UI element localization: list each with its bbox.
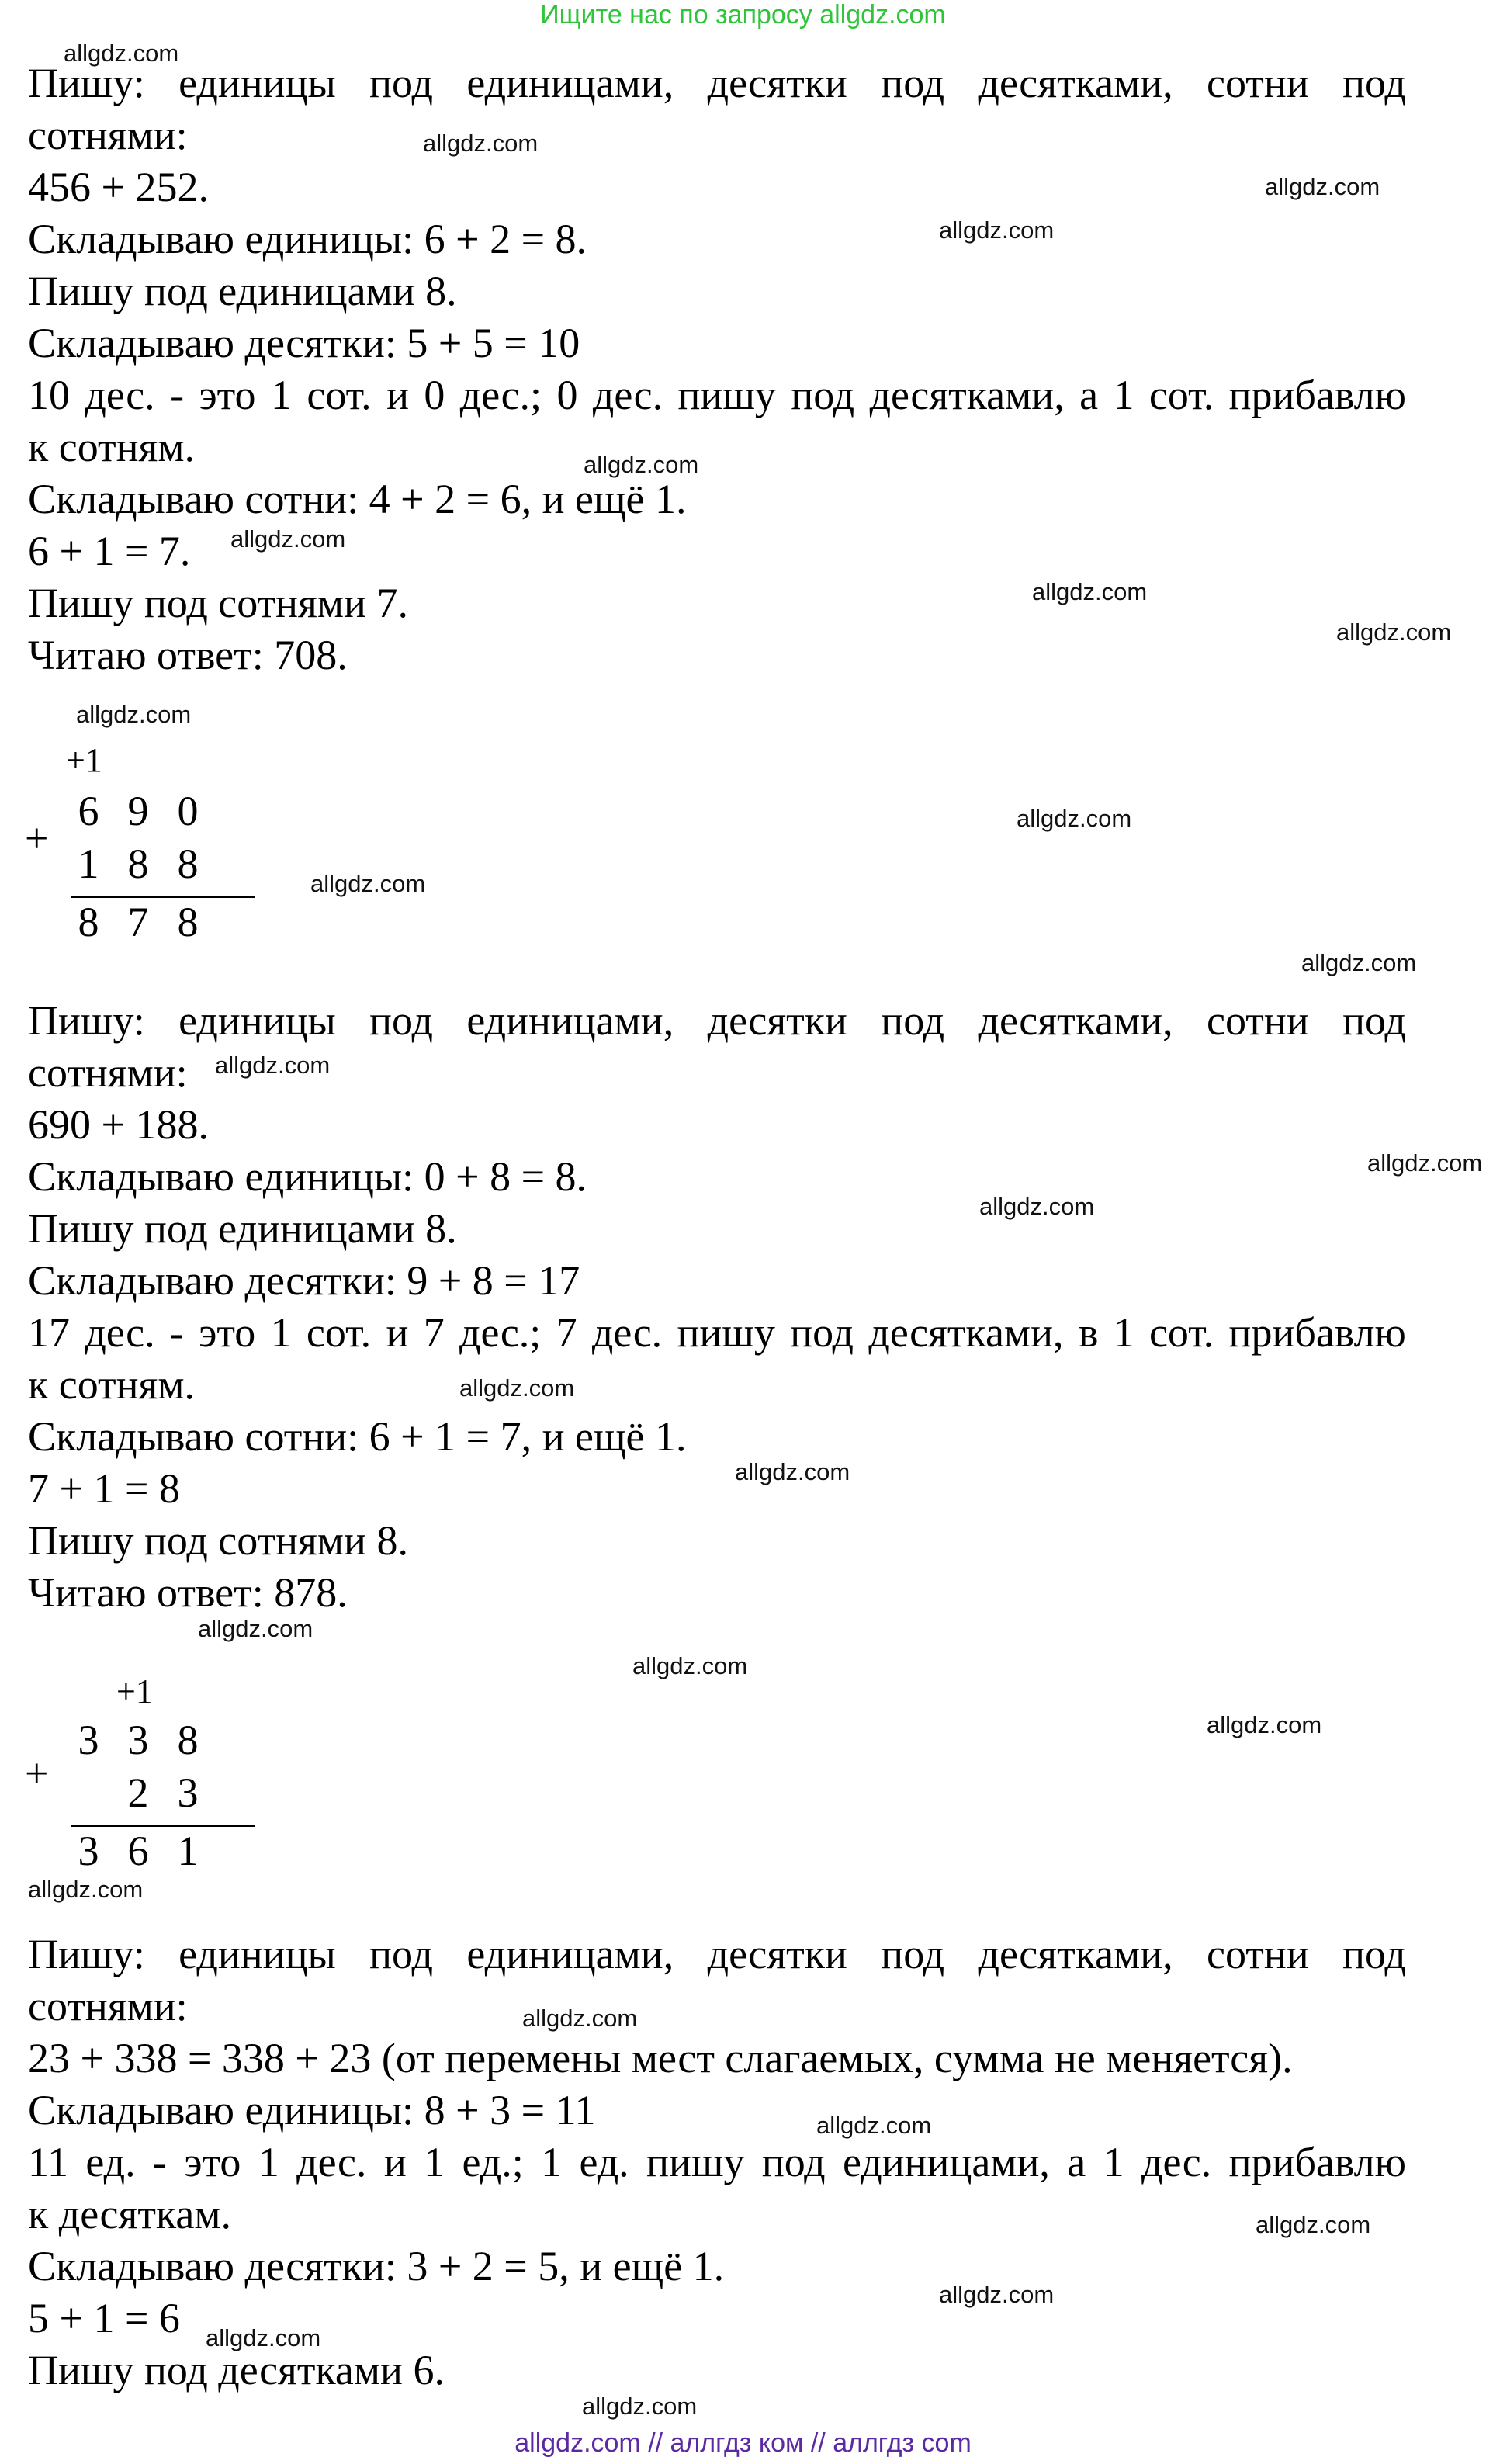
watermark: allgdz.com xyxy=(1301,949,1417,976)
word: под xyxy=(369,1931,433,1977)
word: десятками, xyxy=(978,1931,1173,1977)
wrapped-line xyxy=(28,2137,1406,2188)
word: Пишу: xyxy=(28,997,145,1044)
word: дес. xyxy=(1141,2139,1212,2185)
word: и xyxy=(383,2139,407,2185)
word: единицы xyxy=(178,997,336,1044)
intro-line xyxy=(28,1929,1406,1981)
word: Пишу: xyxy=(28,60,145,106)
text-line: Читаю ответ: 708. xyxy=(28,632,348,678)
wrapped-line xyxy=(28,369,1406,421)
word: сот. xyxy=(1148,1309,1214,1356)
digit: 6 xyxy=(127,1828,149,1874)
text-line: 5 + 1 = 6 xyxy=(28,2295,180,2341)
word: 17 xyxy=(28,1309,70,1356)
word: - xyxy=(170,372,185,418)
text-line: 6 + 1 = 7. xyxy=(28,528,191,574)
word: в xyxy=(1078,1309,1099,1356)
watermark: allgdz.com xyxy=(1367,1149,1483,1177)
word: 1 xyxy=(1113,1309,1134,1356)
watermark: allgdz.com xyxy=(582,2393,698,2420)
word: десятки xyxy=(707,1931,847,1977)
solution-block-1 xyxy=(28,57,1406,681)
word: - xyxy=(152,2139,167,2185)
watermark: allgdz.com xyxy=(939,217,1055,244)
watermark: allgdz.com xyxy=(632,1652,748,1679)
word: сотни xyxy=(1207,997,1309,1044)
word: ед. xyxy=(85,2139,136,2185)
watermark: allgdz.com xyxy=(735,1458,850,1485)
digit: 8 xyxy=(177,840,199,887)
digit: 1 xyxy=(78,840,99,887)
word: единицы xyxy=(178,60,336,106)
digit: 8 xyxy=(177,899,199,945)
watermark: allgdz.com xyxy=(310,870,426,897)
text-line: Складываю сотни: 6 + 1 = 7, и ещё 1. xyxy=(28,1413,687,1460)
watermark: allgdz.com xyxy=(584,451,699,478)
search-banner[interactable]: Ищите нас по запросу allgdz.com xyxy=(540,0,946,29)
word: десятками, xyxy=(978,997,1173,1044)
text-line: 456 + 252. xyxy=(28,164,209,210)
word: дес. xyxy=(85,1309,155,1356)
word: 7 xyxy=(423,1309,445,1356)
intro-line xyxy=(28,995,1406,1047)
word: прибавлю xyxy=(1228,372,1406,418)
text-line: Пишу под сотнями 7. xyxy=(28,580,408,626)
watermark: allgdz.com xyxy=(522,2005,638,2032)
text-line: 23 + 338 = 338 + 23 (от перемены мест слагаемых, сумма не меняется). xyxy=(28,2035,1293,2081)
word: единицами, xyxy=(466,60,674,106)
text-line: Пишу под единицами 8. xyxy=(28,268,457,314)
watermark: allgdz.com xyxy=(64,40,179,67)
text-line: Складываю единицы: 6 + 2 = 8. xyxy=(28,216,587,262)
word: пишу xyxy=(677,1309,775,1356)
text-line: Складываю сотни: 4 + 2 = 6, и ещё 1. xyxy=(28,476,687,522)
watermark: allgdz.com xyxy=(816,2112,932,2139)
word: 1 xyxy=(1113,372,1134,418)
word: под xyxy=(369,997,433,1044)
word: под xyxy=(369,60,433,106)
watermark: allgdz.com xyxy=(28,1876,144,1903)
column-addition-2 xyxy=(23,1672,256,1890)
word: это xyxy=(184,2139,241,2185)
text-line: Складываю десятки: 9 + 8 = 17 xyxy=(28,1257,580,1304)
word: Пишу: xyxy=(28,1931,145,1977)
plus-sign: + xyxy=(25,815,49,861)
word: и xyxy=(386,1309,409,1356)
word: под xyxy=(881,1931,945,1977)
text-line: сотнями: xyxy=(28,1983,188,2029)
word: дес. xyxy=(592,372,663,418)
word: под xyxy=(791,372,855,418)
text-line: 690 + 188. xyxy=(28,1101,209,1148)
column-addition-1 xyxy=(23,737,256,955)
footer-links[interactable]: allgdz.com // аллгдз ком // аллгдз com xyxy=(514,2428,972,2458)
text-line: Пишу под единицами 8. xyxy=(28,1205,457,1252)
word: под xyxy=(790,1309,854,1356)
sum-line xyxy=(71,896,255,898)
word: ед.; xyxy=(462,2139,524,2185)
digit: 0 xyxy=(177,788,199,834)
watermark: allgdz.com xyxy=(230,525,346,553)
text-line: Складываю единицы: 0 + 8 = 8. xyxy=(28,1153,587,1200)
text-line: сотнями: xyxy=(28,112,188,158)
word: - xyxy=(169,1309,184,1356)
word: 7 xyxy=(556,1309,577,1356)
watermark: allgdz.com xyxy=(1336,619,1452,646)
wrapped-line xyxy=(28,1307,1406,1359)
watermark: allgdz.com xyxy=(1032,578,1148,605)
digit: 8 xyxy=(127,840,149,887)
word: а xyxy=(1067,2139,1086,2185)
word: 1 xyxy=(1103,2139,1124,2185)
word: под xyxy=(1342,997,1406,1044)
text-line: сотнями: xyxy=(28,1049,188,1096)
digit: 7 xyxy=(127,899,149,945)
watermark: allgdz.com xyxy=(1265,173,1380,200)
carry-mark: +1 xyxy=(116,1672,153,1710)
word: 10 xyxy=(28,372,70,418)
sum-line xyxy=(71,1825,255,1827)
digit: 3 xyxy=(78,1828,99,1874)
word: сот. xyxy=(307,372,372,418)
word: 1 xyxy=(541,2139,563,2185)
word: 11 xyxy=(28,2139,68,2185)
word: ед. xyxy=(579,2139,629,2185)
word: дес. xyxy=(85,372,155,418)
word: под xyxy=(761,2139,826,2185)
text-line: Читаю ответ: 878. xyxy=(28,1569,348,1616)
word: пишу xyxy=(646,2139,745,2185)
plus-sign: + xyxy=(25,1750,49,1797)
word: это xyxy=(199,372,256,418)
word: дес.; xyxy=(459,372,542,418)
word: десятки xyxy=(707,60,847,106)
digit: 8 xyxy=(177,1717,199,1763)
word: единицами, xyxy=(466,997,674,1044)
digit: 3 xyxy=(78,1717,99,1763)
watermark: allgdz.com xyxy=(979,1193,1095,1220)
word: 0 xyxy=(424,372,445,418)
watermark: allgdz.com xyxy=(1256,2211,1371,2238)
digit: 2 xyxy=(127,1769,149,1816)
watermark: allgdz.com xyxy=(198,1615,313,1642)
word: дес. xyxy=(296,2139,367,2185)
digit: 3 xyxy=(127,1717,149,1763)
solution-block-2 xyxy=(28,995,1406,1619)
word: сотни xyxy=(1207,60,1309,106)
text-line: к сотням. xyxy=(28,1361,195,1408)
word: и xyxy=(386,372,409,418)
word: 1 xyxy=(258,2139,279,2185)
text-line: Складываю единицы: 8 + 3 = 11 xyxy=(28,2087,596,2133)
word: 1 xyxy=(270,1309,292,1356)
watermark: allgdz.com xyxy=(939,2281,1055,2308)
word: пишу xyxy=(677,372,776,418)
word: 1 xyxy=(424,2139,445,2185)
word: под xyxy=(881,60,945,106)
digit: 1 xyxy=(177,1828,199,1874)
word: дес.; xyxy=(459,1309,542,1356)
word: это xyxy=(199,1309,256,1356)
text-line: к сотням. xyxy=(28,424,195,470)
text-line: Складываю десятки: 3 + 2 = 5, и ещё 1. xyxy=(28,2243,725,2289)
text-line: 7 + 1 = 8 xyxy=(28,1465,180,1512)
word: сотни xyxy=(1207,1931,1309,1977)
word: прибавлю xyxy=(1228,2139,1406,2185)
word: десятками, xyxy=(978,60,1173,106)
word: единицами, xyxy=(843,2139,1050,2185)
text-line: Пишу под десятками 6. xyxy=(28,2347,445,2393)
watermark: allgdz.com xyxy=(1017,805,1132,832)
word: 1 xyxy=(270,372,292,418)
intro-line xyxy=(28,57,1406,109)
watermark: allgdz.com xyxy=(1207,1711,1322,1738)
word: дес. xyxy=(591,1309,663,1356)
word: сот. xyxy=(1148,372,1214,418)
watermark: allgdz.com xyxy=(76,701,192,728)
text-line: Пишу под сотнями 8. xyxy=(28,1517,408,1564)
word: сот. xyxy=(306,1309,372,1356)
watermark: allgdz.com xyxy=(459,1374,575,1402)
word: десятки xyxy=(707,997,847,1044)
word: десятками, xyxy=(869,372,1065,418)
word: под xyxy=(1342,1931,1406,1977)
text-line: к десяткам. xyxy=(28,2191,231,2237)
watermark: allgdz.com xyxy=(215,1052,331,1079)
word: единицами, xyxy=(466,1931,674,1977)
word: под xyxy=(1342,60,1406,106)
word: а xyxy=(1079,372,1099,418)
word: прибавлю xyxy=(1228,1309,1406,1356)
word: под xyxy=(881,997,945,1044)
word: единицы xyxy=(178,1931,336,1977)
digit: 9 xyxy=(127,788,149,834)
watermark: allgdz.com xyxy=(423,130,539,157)
watermark: allgdz.com xyxy=(206,2324,321,2351)
digit: 3 xyxy=(177,1769,199,1816)
carry-mark: +1 xyxy=(66,741,102,779)
word: десятками, xyxy=(868,1309,1064,1356)
word: 0 xyxy=(556,372,578,418)
digit: 6 xyxy=(78,788,99,834)
digit: 8 xyxy=(78,899,99,945)
text-line: Складываю десятки: 5 + 5 = 10 xyxy=(28,320,580,366)
